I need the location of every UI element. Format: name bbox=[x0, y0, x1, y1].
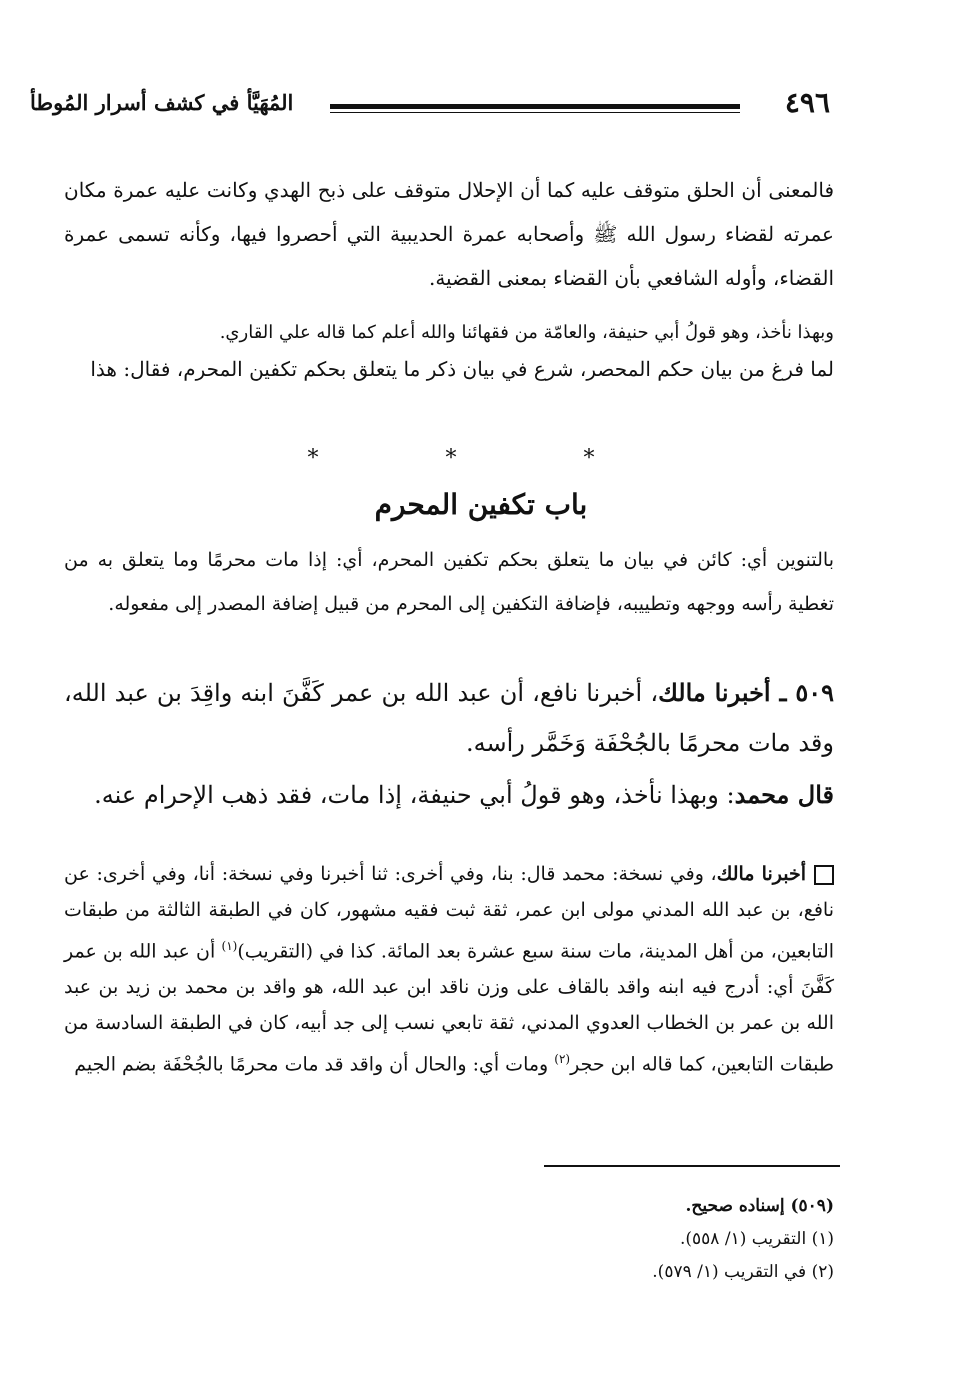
hadith-509 bbox=[64, 668, 834, 768]
footnote-509: (٥٠٩) إسناده صحيح. bbox=[685, 1196, 834, 1216]
chapter-title: باب تكفين المحرم bbox=[374, 488, 588, 521]
commentary-paragraph bbox=[64, 856, 834, 1083]
page-number: ٤٩٦ bbox=[784, 86, 830, 119]
muhammad-statement bbox=[64, 770, 834, 820]
commentary-text-c: ومات أي: والحال أن واقد قد مات محرمًا بالجُحْفَة بضم الجيم bbox=[74, 1053, 555, 1076]
page-header bbox=[30, 84, 830, 134]
book-title: المُهَيَّأ في كشف أسرار المُوطأ bbox=[30, 90, 294, 115]
footnote-1: (١) التقريب (١/ ٥٥٨). bbox=[679, 1229, 834, 1249]
paragraph-2: وبهذا نأخذ، وهو قولُ أبي حنيفة، والعامّة من فقهائنا والله أعلم كما قاله علي القاري. bbox=[219, 322, 834, 343]
footnote-separator bbox=[544, 1165, 840, 1167]
footnote-ref-1: (١) bbox=[221, 939, 238, 953]
paragraph-4: بالتنوين أي: كائن في بيان ما يتعلق بحكم تكفين المحرم، أي: إذا مات محرمًا وما يتعلق به من تغطية رأسه ووجهه وتطييبه، فإضافة التكفين إلى المحرم من قبيل إضافة المصدر إلى مفعوله. bbox=[64, 549, 834, 615]
footnote-ref-2: (٢) bbox=[554, 1052, 571, 1067]
footnote-2: (٢) في التقريب (١/ ٥٧٩). bbox=[652, 1262, 834, 1282]
section-divider-stars: * * * bbox=[307, 446, 655, 471]
hadith-number-label: ٥٠٩ ـ أخبرنا مالك bbox=[658, 678, 834, 707]
square-marker-icon bbox=[814, 865, 834, 885]
statement-text: : وبهذا نأخذ، وهو قولُ أبي حنيفة، إذا مات، فقد ذهب الإحرام عنه. bbox=[94, 781, 735, 809]
paragraph-3: لما فرغ من بيان حكم المحصر، شرع في بيان ذكر ما يتعلق بحكم تكفين المحرم، فقال: هذا bbox=[90, 357, 834, 381]
footnotes bbox=[64, 1190, 834, 1289]
commentary-text-b: أن عبد الله بن عمر كَفَّنَ أي: أدرج فيه ابنه واقد بالقاف على وزن ناقد ابن عبد الله، هو واقد بن محمد بن زيد بن عبد الله بن عمر بن الخطاب العدوي المدني، ثقة تابعي نسب إلى جد أبيه، كان في الطبقة السادسة من طبقات التابعين، كما قاله ابن حجر bbox=[64, 940, 834, 1076]
paragraph-1: فالمعنى أن الحلق متوقف عليه كما أن الإحلال متوقف على ذبح الهدي وكانت عليه عمرة مكان عمرته لقضاء رسول الله ﷺ وأصحابه عمرة الحديبية التي أحصروا فيها، وكأنه تسمى عمرة القضاء، وأوله الشافعي بأن القضاء بمعنى القضية. bbox=[64, 178, 834, 290]
commentary-label: أخبرنا مالك bbox=[716, 863, 807, 885]
commentary-text-a: ، وفي نسخة: محمد قال: بنا، وفي أخرى: ثنا أخبرنا وفي نسخة: أنا، وفي أخرى: عن نافع، بن عبد الله المدني مولى ابن عمر، ثقة ثبت فقيه مشهور، كان في الطبقة الثالثة من طبقات التابعين، من أهل المدينة، مات سنة سبع عشرة بعد المائة. كذا في (التقريب) bbox=[64, 863, 835, 963]
header-rule bbox=[330, 104, 740, 113]
speaker-label: قال محمد bbox=[734, 780, 834, 809]
hadith-text: ، أخبرنا نافع، أن عبد الله بن عمر كَفَّنَ ابنه واقِدَ بن عبد الله، وقد مات محرمًا بالجُحْفَة وَخَمَّر رأسه. bbox=[64, 679, 834, 757]
